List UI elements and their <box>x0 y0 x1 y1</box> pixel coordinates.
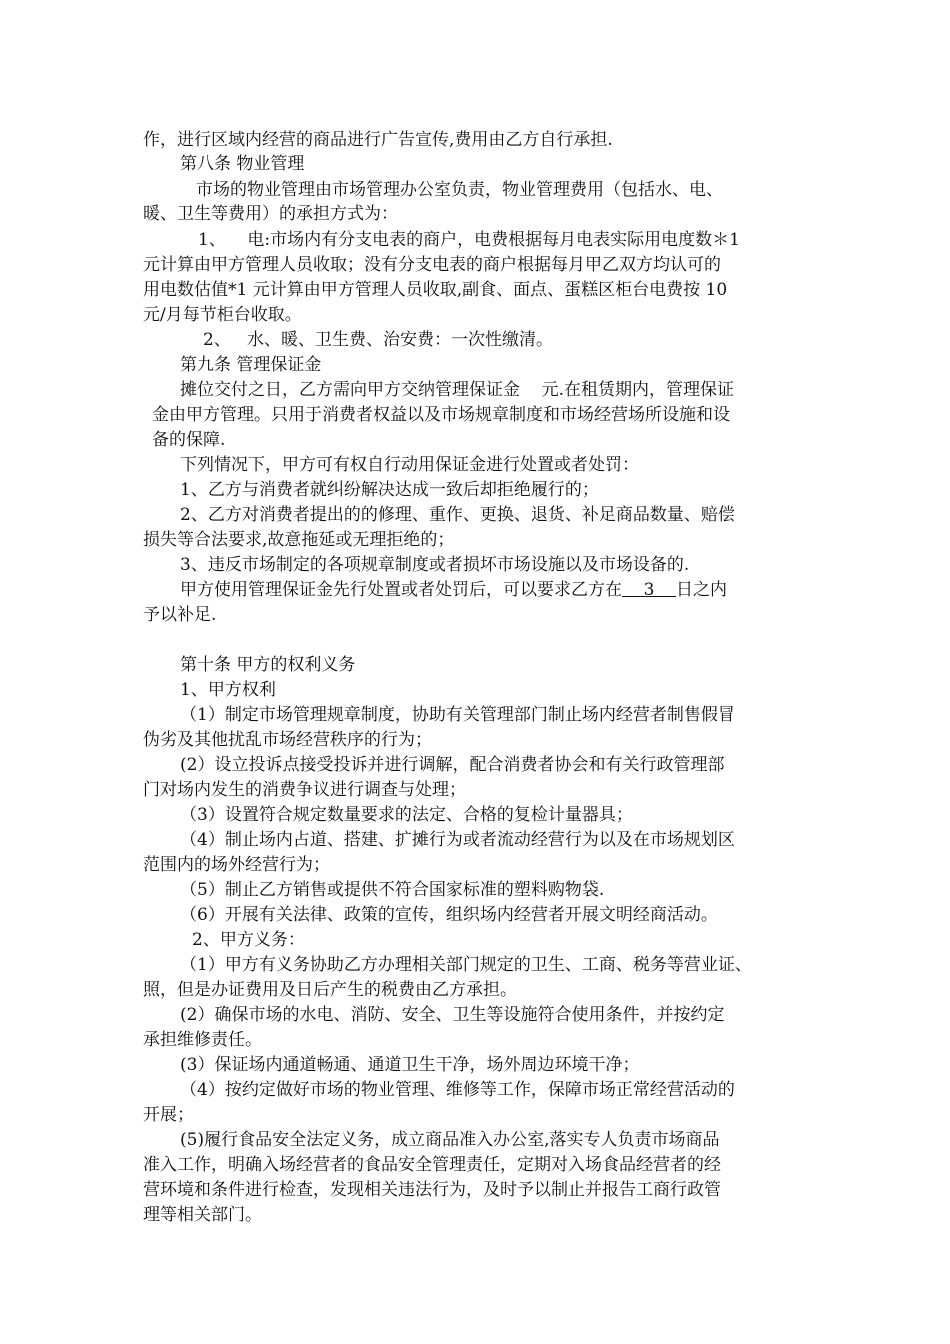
text-line: （5）制止乙方销售或提供不符合国家标准的塑料购物袋. <box>180 880 605 900</box>
text-line: 伪劣及其他扰乱市场经营秩序的行为； <box>143 730 432 750</box>
text-line: 范围内的场外经营行为； <box>143 855 330 875</box>
text-line: 备的保障. <box>152 430 226 450</box>
text-line: （1）制定市场管理规章制度，协助有关管理部门制止场内经营者制售假冒 <box>180 705 735 725</box>
text-line: 予以补足. <box>143 605 217 625</box>
text-line: (5)履行食品安全法定义务，成立商品准入办公室,落实专人负责市场商品 <box>180 1130 720 1150</box>
text-line: 3、违反市场制定的各项规章制度或者损坏市场设施以及市场设备的. <box>180 555 690 575</box>
text-line: （4）按约定做好市场的物业管理、维修等工作，保障市场正常经营活动的 <box>180 1080 735 1100</box>
subsection-heading: 1、甲方权利 <box>180 680 276 700</box>
text-line: （4）制止场内占道、搭建、扩摊行为或者流动经营行为以及在市场规划区 <box>180 830 735 850</box>
text-line: 2、乙方对消费者提出的的修理、重作、更换、退货、补足商品数量、赔偿 <box>180 505 735 525</box>
section-heading: 第十条 甲方的权利义务 <box>180 655 356 675</box>
text-line: (2）设立投诉点接受投诉并进行调解，配合消费者协会和有关行政管理部 <box>180 755 725 775</box>
text-line: 照，但是办证费用及日后产生的税费由乙方承担。 <box>143 980 517 1000</box>
text-line: (2）确保市场的水电、消防、安全、卫生等设施符合使用条件，并按约定 <box>180 1005 725 1025</box>
text-line: 元计算由甲方管理人员收取；没有分支电表的商户根据每月甲乙双方均认可的 <box>143 255 721 275</box>
text-line: （6）开展有关法律、政策的宣传，组织场内经营者开展文明经商活动。 <box>180 905 718 925</box>
text-line: 准入工作，明确入场经营者的食品安全管理责任，定期对入场食品经营者的经 <box>143 1155 721 1175</box>
text-line: 市场的物业管理由市场管理办公室负责，物业管理费用（包括水、电、 <box>196 180 723 200</box>
text-line: 用电数估值*1 元计算由甲方管理人员收取,副食、面点、蛋糕区柜台电费按 10 <box>143 280 728 300</box>
text-line: （1）甲方有义务协助乙方办理相关部门规定的卫生、工商、税务等营业证、 <box>180 955 752 975</box>
text-line: 理等相关部门。 <box>143 1205 262 1225</box>
text-line: 作，进行区域内经营的商品进行广告宣传,费用由乙方自行承担. <box>143 130 613 150</box>
text-line: 2、 水、暖、卫生费、治安费：一次性缴清。 <box>203 330 554 350</box>
text-line: 开展； <box>143 1105 194 1125</box>
text-line: 暖、卫生等费用）的承担方式为： <box>143 204 398 224</box>
text-line: 元/月每节柜台收取。 <box>143 305 302 325</box>
text-line: 门对场内发生的消费争议进行调查与处理； <box>143 780 466 800</box>
text-line <box>180 578 727 602</box>
filled-blank-days: 3 <box>622 580 677 600</box>
text-line: 营环境和条件进行检查，发现相关违法行为，及时予以制止并报告工商行政管 <box>143 1180 721 1200</box>
text-line: (3）保证场内通道畅通、通道卫生干净，场外周边环境干净； <box>180 1055 640 1075</box>
text-line: 摊位交付之日，乙方需向甲方交纳管理保证金 元.在租赁期内，管理保证 <box>180 380 735 400</box>
text-line: 金由甲方管理。只用于消费者权益以及市场规章制度和市场经营场所设施和设 <box>152 405 730 425</box>
subsection-heading: 2、甲方义务： <box>192 930 305 950</box>
section-heading: 第九条 管理保证金 <box>180 355 322 375</box>
text-line: 下列情况下，甲方可有权自行动用保证金进行处置或者处罚： <box>180 455 639 475</box>
text-line: 承担维修责任。 <box>143 1030 262 1050</box>
text-line: 1、乙方与消费者就纠纷解决达成一致后却拒绝履行的； <box>180 480 599 500</box>
text-line: （3）设置符合规定数量要求的法定、合格的复检计量器具； <box>180 805 633 825</box>
text-line: 损失等合法要求,故意拖延或无理拒绝的； <box>143 530 455 550</box>
text-line: 1、 电:市场内有分支电表的商户，电费根据每月电表实际用电度数＊1 <box>198 230 740 250</box>
text-fragment: 日之内 <box>676 580 728 600</box>
section-heading: 第八条 物业管理 <box>180 154 305 174</box>
text-fragment: 甲方使用管理保证金先行处置或者处罚后，可以要求乙方在 <box>180 580 622 600</box>
